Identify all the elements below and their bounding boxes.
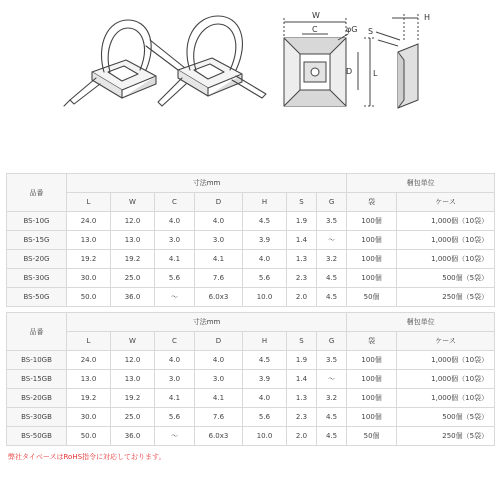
table-row bbox=[7, 269, 495, 288]
table-header-row bbox=[7, 174, 495, 193]
table-row bbox=[7, 351, 495, 370]
cell-case: 250個（5袋） bbox=[397, 288, 495, 307]
cell-g: 4.5 bbox=[317, 269, 347, 288]
col-d: D bbox=[195, 332, 243, 351]
cell-case: 250個（5袋） bbox=[397, 427, 495, 446]
col-w: W bbox=[111, 332, 155, 351]
cell-model: BS-30GB bbox=[7, 408, 67, 427]
col-case: ケース bbox=[397, 193, 495, 212]
cell-s: 2.3 bbox=[287, 269, 317, 288]
dim-label-l: L bbox=[373, 69, 378, 78]
table-row bbox=[7, 288, 495, 307]
spec-table-black bbox=[6, 312, 495, 446]
cell-model: BS-20GB bbox=[7, 389, 67, 408]
cell-d: 7.6 bbox=[195, 269, 243, 288]
cell-c: ～ bbox=[155, 427, 195, 446]
cell-d: 4.1 bbox=[195, 389, 243, 408]
cell-s: 1.9 bbox=[287, 212, 317, 231]
cell-s: 2.3 bbox=[287, 408, 317, 427]
header-dimensions: 寸法mm bbox=[67, 313, 347, 332]
cell-bag: 100個 bbox=[347, 370, 397, 389]
table-row bbox=[7, 408, 495, 427]
header-model: 品番 bbox=[7, 313, 67, 351]
cell-bag: 100個 bbox=[347, 389, 397, 408]
col-l: L bbox=[67, 193, 111, 212]
cell-case: 1,000個（10袋） bbox=[397, 351, 495, 370]
cell-h: 5.6 bbox=[243, 269, 287, 288]
col-case: ケース bbox=[397, 332, 495, 351]
cell-case: 1,000個（10袋） bbox=[397, 250, 495, 269]
dim-label-c: C bbox=[312, 25, 318, 34]
cell-g: ～ bbox=[317, 231, 347, 250]
table-row bbox=[7, 231, 495, 250]
front-view-drawing bbox=[284, 18, 374, 106]
cell-w: 19.2 bbox=[111, 389, 155, 408]
col-bag: 袋 bbox=[347, 193, 397, 212]
cell-case: 500個（5袋） bbox=[397, 269, 495, 288]
header-packing: 梱包単位 bbox=[347, 313, 495, 332]
cell-w: 13.0 bbox=[111, 231, 155, 250]
rohs-note: 弊社タイベースはRoHS指令に対応しております。 bbox=[8, 453, 166, 461]
cell-model: BS-15G bbox=[7, 231, 67, 250]
col-h: H bbox=[243, 193, 287, 212]
cell-bag: 100個 bbox=[347, 231, 397, 250]
cell-w: 13.0 bbox=[111, 370, 155, 389]
cell-l: 13.0 bbox=[67, 370, 111, 389]
cell-case: 1,000個（10袋） bbox=[397, 212, 495, 231]
cell-model: BS-50G bbox=[7, 288, 67, 307]
table-row bbox=[7, 370, 495, 389]
cell-bag: 100個 bbox=[347, 250, 397, 269]
cell-c: ～ bbox=[155, 288, 195, 307]
table-row bbox=[7, 427, 495, 446]
cell-bag: 100個 bbox=[347, 269, 397, 288]
table-row bbox=[7, 389, 495, 408]
cell-s: 1.3 bbox=[287, 250, 317, 269]
dim-label-w: W bbox=[312, 11, 320, 20]
cell-s: 1.9 bbox=[287, 351, 317, 370]
product-figure bbox=[0, 0, 500, 165]
table-subheader-row bbox=[7, 193, 495, 212]
cell-s: 2.0 bbox=[287, 427, 317, 446]
cell-h: 4.0 bbox=[243, 250, 287, 269]
col-bag: 袋 bbox=[347, 332, 397, 351]
cell-s: 1.4 bbox=[287, 231, 317, 250]
header-packing: 梱包単位 bbox=[347, 174, 495, 193]
cell-model: BS-50GB bbox=[7, 427, 67, 446]
cell-l: 30.0 bbox=[67, 269, 111, 288]
cell-s: 2.0 bbox=[287, 288, 317, 307]
col-w: W bbox=[111, 193, 155, 212]
cell-c: 4.0 bbox=[155, 351, 195, 370]
cell-h: 10.0 bbox=[243, 288, 287, 307]
cell-d: 7.6 bbox=[195, 408, 243, 427]
cell-l: 24.0 bbox=[67, 351, 111, 370]
cell-g: 4.5 bbox=[317, 288, 347, 307]
cell-g: 4.5 bbox=[317, 427, 347, 446]
col-h: H bbox=[243, 332, 287, 351]
cell-c: 3.0 bbox=[155, 231, 195, 250]
cell-model: BS-30G bbox=[7, 269, 67, 288]
cell-h: 4.0 bbox=[243, 389, 287, 408]
cell-g: 3.2 bbox=[317, 389, 347, 408]
header-dimensions: 寸法mm bbox=[67, 174, 347, 193]
cell-g: 3.5 bbox=[317, 212, 347, 231]
col-g: G bbox=[317, 332, 347, 351]
col-c: C bbox=[155, 193, 195, 212]
cell-l: 13.0 bbox=[67, 231, 111, 250]
cell-d: 4.1 bbox=[195, 250, 243, 269]
cell-bag: 50個 bbox=[347, 288, 397, 307]
table-subheader-row bbox=[7, 332, 495, 351]
col-d: D bbox=[195, 193, 243, 212]
cell-h: 4.5 bbox=[243, 212, 287, 231]
cell-case: 1,000個（10袋） bbox=[397, 370, 495, 389]
cell-s: 1.3 bbox=[287, 389, 317, 408]
cell-h: 3.9 bbox=[243, 370, 287, 389]
cell-case: 1,000個（10袋） bbox=[397, 389, 495, 408]
cell-w: 12.0 bbox=[111, 212, 155, 231]
cell-w: 12.0 bbox=[111, 351, 155, 370]
cell-h: 3.9 bbox=[243, 231, 287, 250]
cell-w: 19.2 bbox=[111, 250, 155, 269]
cell-d: 4.0 bbox=[195, 351, 243, 370]
cell-d: 3.0 bbox=[195, 370, 243, 389]
col-c: C bbox=[155, 332, 195, 351]
table-row bbox=[7, 250, 495, 269]
cell-g: ～ bbox=[317, 370, 347, 389]
cell-bag: 100個 bbox=[347, 212, 397, 231]
cell-model: BS-15GB bbox=[7, 370, 67, 389]
cell-l: 30.0 bbox=[67, 408, 111, 427]
cell-model: BS-10G bbox=[7, 212, 67, 231]
col-g: G bbox=[317, 193, 347, 212]
cell-w: 36.0 bbox=[111, 427, 155, 446]
side-view-drawing bbox=[376, 14, 418, 108]
cell-c: 5.6 bbox=[155, 408, 195, 427]
cell-g: 4.5 bbox=[317, 408, 347, 427]
cell-c: 4.0 bbox=[155, 212, 195, 231]
cell-d: 6.0x3 bbox=[195, 288, 243, 307]
cell-bag: 100個 bbox=[347, 351, 397, 370]
cell-l: 50.0 bbox=[67, 427, 111, 446]
cell-case: 500個（5袋） bbox=[397, 408, 495, 427]
cell-c: 5.6 bbox=[155, 269, 195, 288]
col-s: S bbox=[287, 332, 317, 351]
col-l: L bbox=[67, 332, 111, 351]
cell-l: 19.2 bbox=[67, 250, 111, 269]
cable-tie-mount-illustration bbox=[64, 16, 266, 106]
dim-label-s: S bbox=[368, 27, 374, 36]
cell-model: BS-10GB bbox=[7, 351, 67, 370]
table-header-row bbox=[7, 313, 495, 332]
cell-c: 4.1 bbox=[155, 250, 195, 269]
dim-label-h: H bbox=[424, 13, 431, 22]
cell-d: 6.0x3 bbox=[195, 427, 243, 446]
dim-label-d: D bbox=[346, 67, 353, 76]
cell-bag: 100個 bbox=[347, 408, 397, 427]
cell-l: 50.0 bbox=[67, 288, 111, 307]
cell-c: 4.1 bbox=[155, 389, 195, 408]
cell-h: 4.5 bbox=[243, 351, 287, 370]
cell-h: 10.0 bbox=[243, 427, 287, 446]
cell-g: 3.2 bbox=[317, 250, 347, 269]
cell-bag: 50個 bbox=[347, 427, 397, 446]
cell-c: 3.0 bbox=[155, 370, 195, 389]
dim-label-g: φG bbox=[346, 25, 358, 34]
cell-g: 3.5 bbox=[317, 351, 347, 370]
cell-case: 1,000個（10袋） bbox=[397, 231, 495, 250]
cell-d: 3.0 bbox=[195, 231, 243, 250]
cell-model: BS-20G bbox=[7, 250, 67, 269]
cell-h: 5.6 bbox=[243, 408, 287, 427]
table-row bbox=[7, 212, 495, 231]
spec-table-standard bbox=[6, 173, 495, 307]
cell-w: 36.0 bbox=[111, 288, 155, 307]
header-model: 品番 bbox=[7, 174, 67, 212]
cell-w: 25.0 bbox=[111, 269, 155, 288]
cell-s: 1.4 bbox=[287, 370, 317, 389]
cell-w: 25.0 bbox=[111, 408, 155, 427]
cell-d: 4.0 bbox=[195, 212, 243, 231]
cell-l: 24.0 bbox=[67, 212, 111, 231]
col-s: S bbox=[287, 193, 317, 212]
cell-l: 19.2 bbox=[67, 389, 111, 408]
